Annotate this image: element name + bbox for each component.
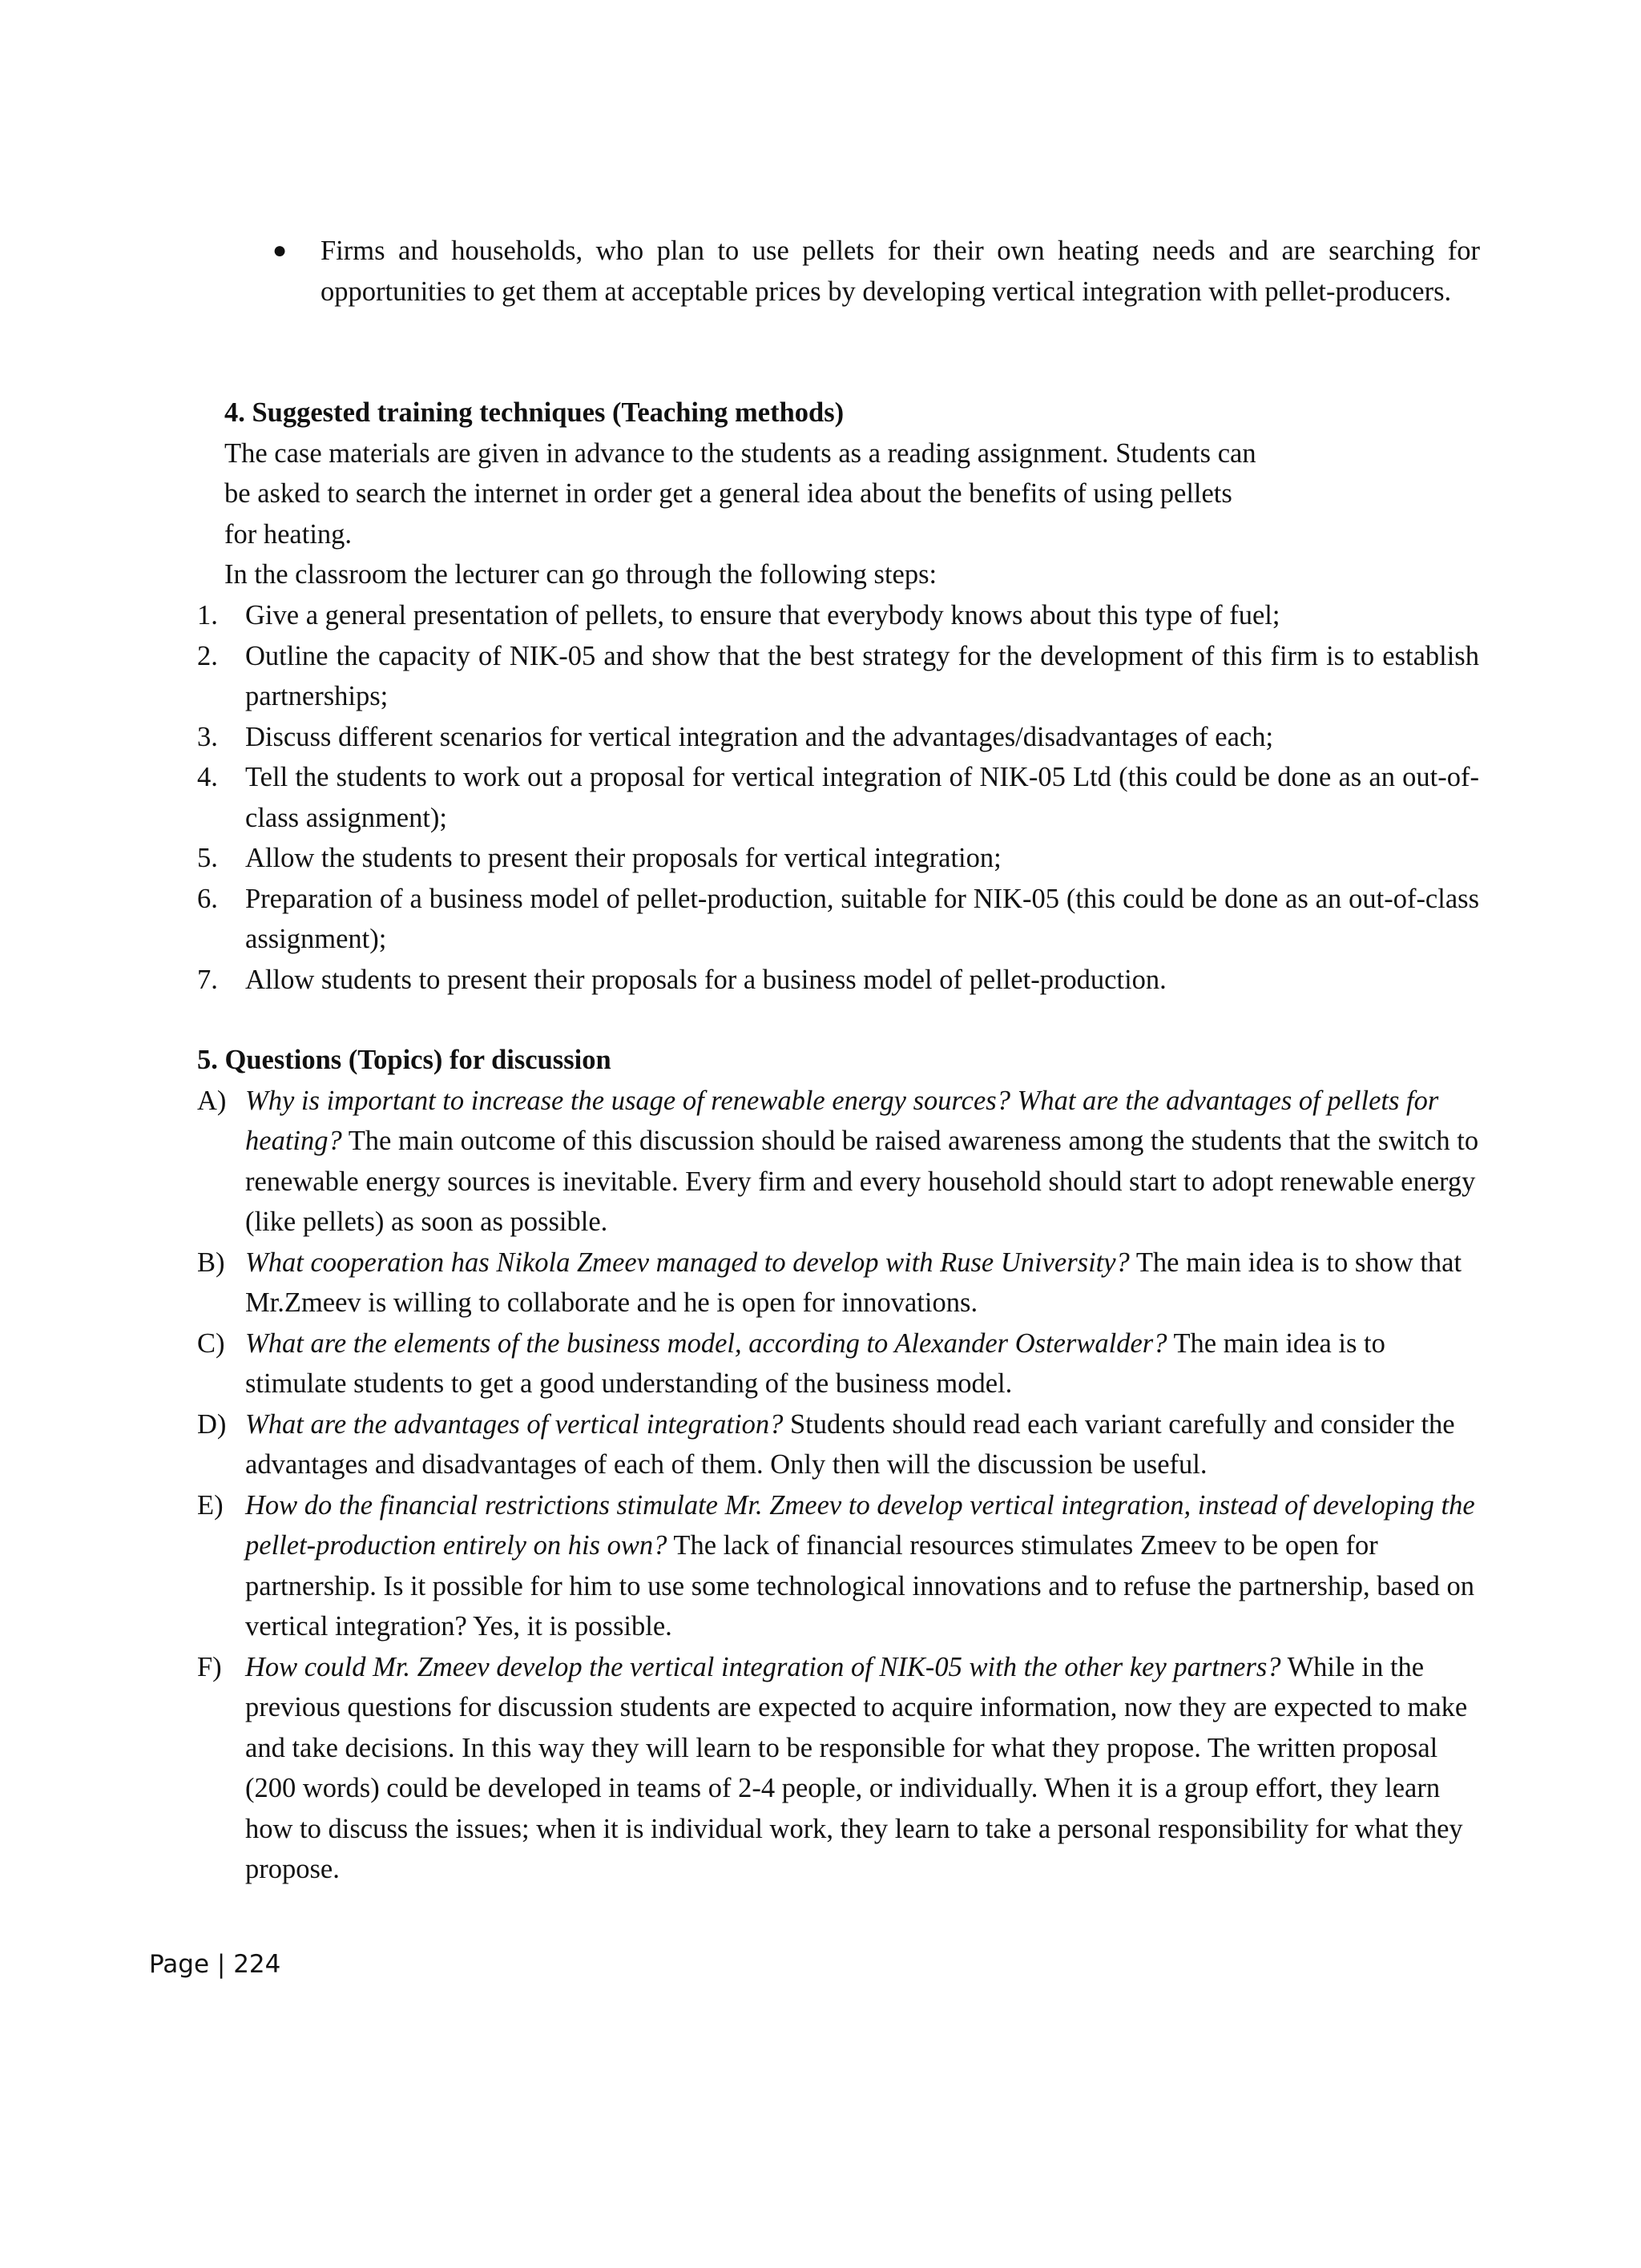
list-number: 5. (197, 843, 218, 873)
question-answer: The lack of financial resources stimulates Zmeev to be open for partnership. Is it possible for him to use some technological innovations and to refuse the partnership, based on vertical integration? Yes, it is possible. (245, 1530, 1474, 1642)
steps-list (197, 595, 1479, 1000)
list-item (197, 717, 1479, 758)
question-item (197, 1647, 1479, 1890)
list-number: 3. (197, 721, 218, 752)
list-text: Tell the students to work out a proposal for vertical integration of NIK-05 Ltd (this could be done as an out-of-class assignment); (245, 762, 1479, 833)
question-item (197, 1081, 1479, 1243)
question-item (197, 1485, 1479, 1647)
question-text: What cooperation has Nikola Zmeev managed to develop with Ruse University? (245, 1247, 1130, 1278)
list-item (197, 757, 1479, 838)
section-5 (197, 1040, 1479, 1890)
section-4-para-line-1: The case materials are given in advance to the students as a reading assignment. Students can (224, 437, 1256, 469)
list-item (197, 960, 1479, 1001)
page-number-footer: Page | 224 (149, 1950, 281, 1979)
question-label: A) (197, 1085, 227, 1116)
section-4-heading: 4. Suggested training techniques (Teaching methods) (224, 397, 845, 428)
question-label: B) (197, 1247, 225, 1278)
question-label: F) (197, 1651, 222, 1682)
list-number: 7. (197, 964, 218, 995)
list-text: Give a general presentation of pellets, to ensure that everybody knows about this type of fuel; (245, 600, 1280, 630)
question-answer: While in the previous questions for discussion students are expected to acquire information, now they are expected to make and take decisions. In this way they will learn to be responsible for what they propose. The written proposal (200 words) could be developed in teams of 2-4 people, or individually. When it is a group effort, they learn how to discuss the issues; when it is individual work, they learn to take a personal responsibility for what they propose. (245, 1651, 1468, 1884)
question-label: C) (197, 1327, 225, 1359)
question-text: Why is important to increase the usage of renewable energy sources? What are the advantages of pellets for heating? (245, 1085, 1439, 1156)
list-text: Allow students to present their proposals for a business model of pellet-production. (245, 964, 1167, 995)
list-text: Preparation of a business model of pellet-production, suitable for NIK-05 (this could be done as an out-of-class assignment); (245, 883, 1479, 954)
section-5-heading: 5. Questions (Topics) for discussion (197, 1045, 611, 1075)
list-item (197, 595, 1479, 636)
bullet-item (274, 231, 1480, 312)
bullet-text: Firms and households, who plan to use pellets for their own heating needs and are searching for opportunities to get them at acceptable prices by developing vertical integration with pellet-producers. (321, 236, 1480, 307)
list-text: Outline the capacity of NIK-05 and show that the best strategy for the development of this firm is to establish partnerships; (245, 640, 1479, 711)
question-text: What are the advantages of vertical integration? (245, 1408, 784, 1440)
question-answer: Students should read each variant carefully and consider the advantages and disadvantages of each of them. Only then will the discussion be useful. (245, 1408, 1455, 1480)
list-text: Allow the students to present their proposals for vertical integration; (245, 843, 1002, 873)
question-answer: The main idea is to stimulate students to get a good understanding of the business model. (245, 1327, 1385, 1399)
list-number: 1. (197, 600, 218, 630)
section-4 (224, 393, 1346, 595)
section-4-para-line-3: for heating. (224, 518, 353, 550)
question-text: How could Mr. Zmeev develop the vertical integration of NIK-05 with the other key partners? (245, 1651, 1281, 1682)
question-item (197, 1323, 1479, 1404)
question-answer: The main idea is to show that Mr.Zmeev is willing to collaborate and he is open for innovations. (245, 1247, 1462, 1318)
section-4-para-2: In the classroom the lecturer can go through the following steps: (224, 559, 937, 590)
list-number: 2. (197, 640, 218, 671)
list-text: Discuss different scenarios for vertical integration and the advantages/disadvantages of each; (245, 721, 1274, 752)
list-item (197, 636, 1479, 717)
question-item (197, 1243, 1479, 1323)
question-label: E) (197, 1489, 224, 1521)
list-number: 4. (197, 762, 218, 792)
list-item (197, 879, 1479, 960)
question-item (197, 1404, 1479, 1485)
list-item (197, 838, 1479, 879)
question-text: How do the financial restrictions stimulate Mr. Zmeev to develop vertical integration, instead of developing the pellet-production entirely on his own? (245, 1489, 1475, 1561)
question-answer: The main outcome of this discussion should be raised awareness among the students that the switch to renewable energy sources is inevitable. Every firm and every household should start to adopt renewable energy (like pellets) as soon as possible. (245, 1126, 1479, 1237)
question-label: D) (197, 1408, 227, 1440)
section-4-para-line-2: be asked to search the internet in order get a general idea about the benefits of using pellets (224, 478, 1232, 509)
list-number: 6. (197, 883, 218, 914)
bullet-dot-icon: ● (272, 237, 288, 264)
question-text: What are the elements of the business model, according to Alexander Osterwalder? (245, 1327, 1167, 1359)
